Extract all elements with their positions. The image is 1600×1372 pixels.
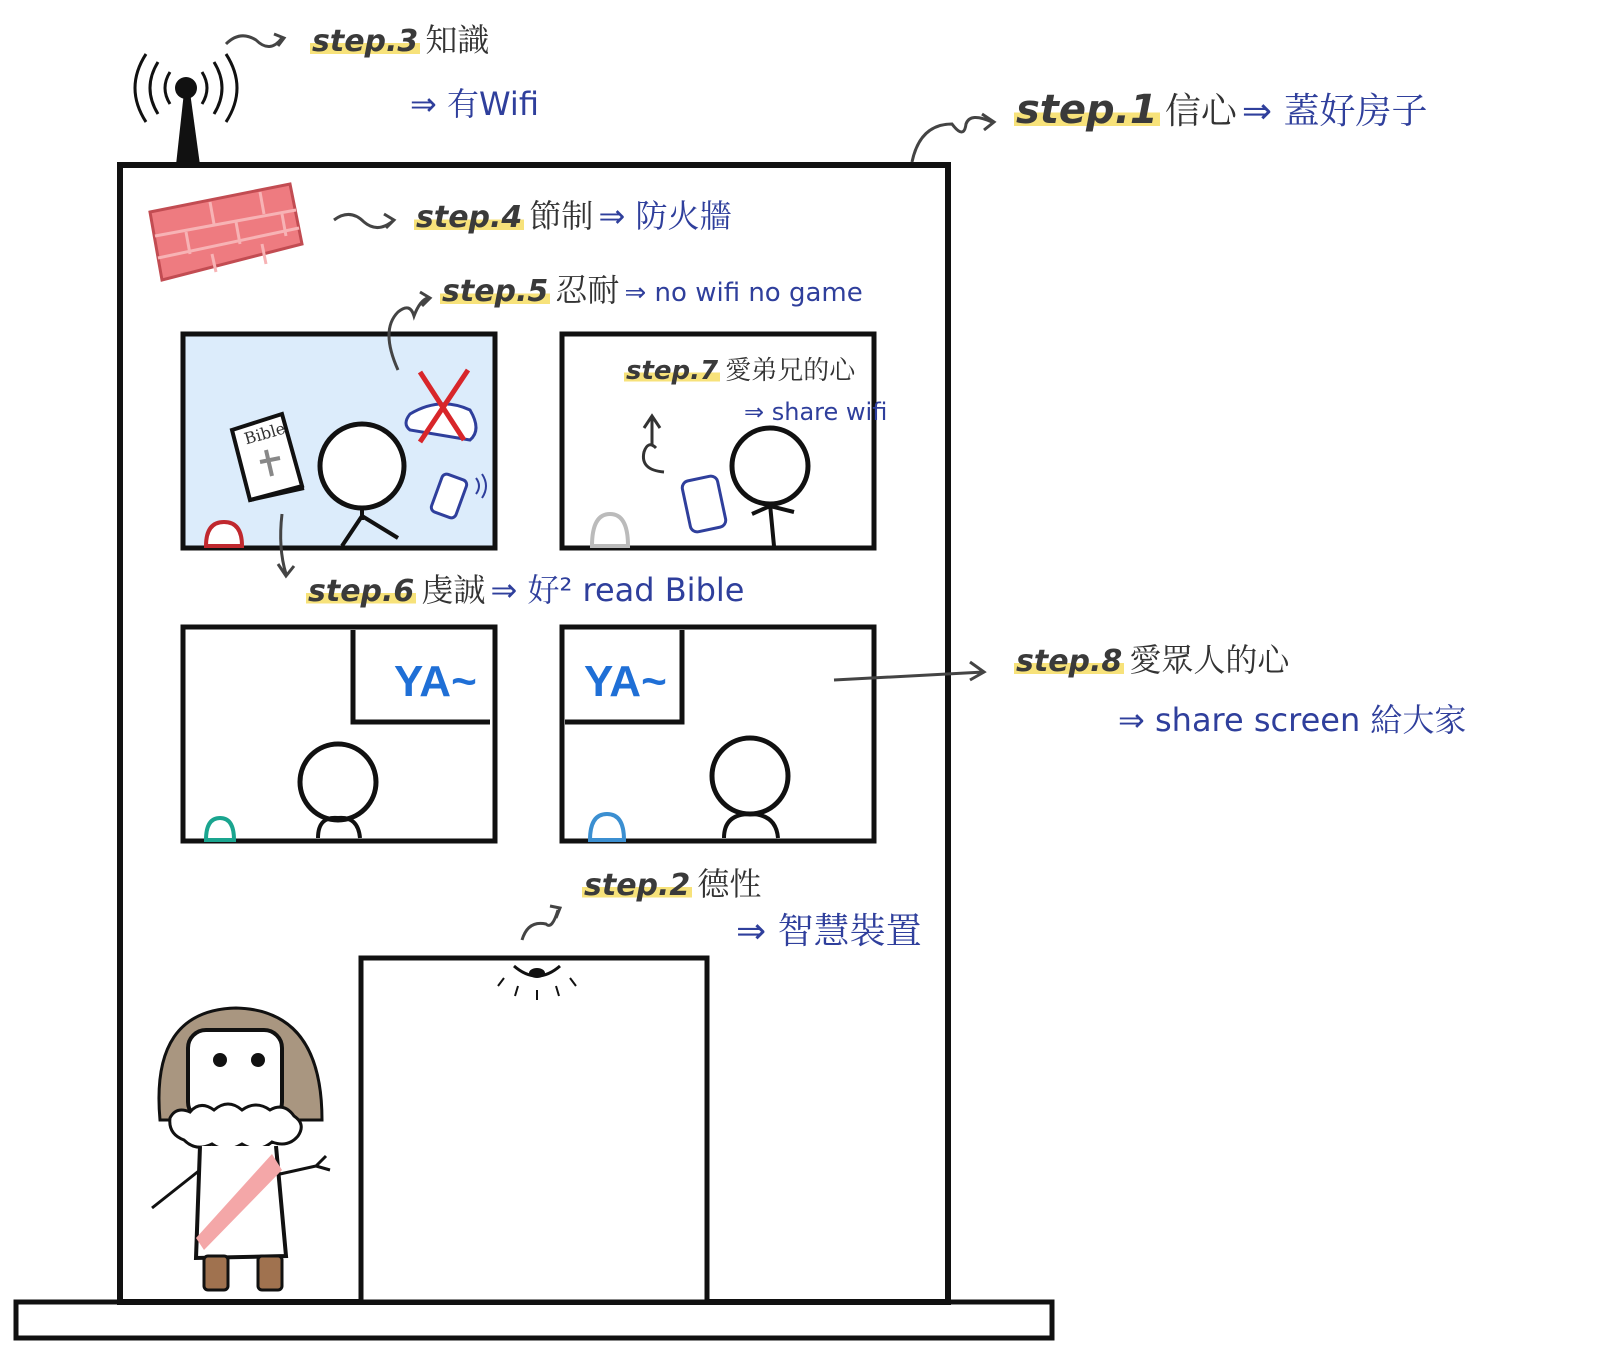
step6-virtue: 虔誠 — [421, 571, 486, 609]
red-helmet-icon — [206, 522, 242, 546]
step4-virtue: 節制 — [529, 197, 594, 235]
step1-result: ⇒ 蓋好房子 — [1241, 91, 1428, 132]
step7-result: ⇒ share wifi — [744, 398, 888, 426]
step3-label: step.3 — [312, 24, 419, 59]
arrow-step1 — [912, 114, 994, 162]
step3-result: ⇒ 有Wifi — [410, 85, 539, 123]
step1-label: step.1 — [1016, 87, 1158, 133]
grey-helmet-icon — [592, 514, 628, 546]
ground-slab — [16, 1302, 1052, 1338]
step7-label: step.7 — [626, 356, 719, 386]
step4-result: ⇒ 防火牆 — [598, 197, 732, 235]
step5-virtue: 忍耐 — [555, 271, 620, 309]
step2-virtue: 德性 — [697, 865, 762, 903]
teal-helmet-icon — [206, 818, 234, 840]
bible-label: Bible — [242, 418, 288, 449]
step2-result: ⇒ 智慧裝置 — [736, 911, 922, 952]
blue-helmet-icon — [590, 814, 624, 840]
step8-result: ⇒ share screen 給大家 — [1118, 701, 1467, 739]
step4-label: step.4 — [416, 200, 523, 235]
step5-result: ⇒ no wifi no game — [624, 278, 863, 308]
step8-virtue: 愛眾人的心 — [1129, 641, 1290, 679]
antenna-icon — [135, 54, 237, 165]
step6-result: ⇒ 好² read Bible — [490, 571, 745, 609]
step5-label: step.5 — [442, 274, 549, 309]
door — [361, 958, 707, 1302]
step6-label: step.6 — [308, 574, 415, 609]
step2-label: step.2 — [584, 868, 691, 903]
step8-label: step.8 — [1016, 644, 1123, 679]
screen-text-left: YA~ — [394, 657, 477, 706]
screen-text-right: YA~ — [584, 657, 667, 706]
step1-virtue: 信心 — [1164, 91, 1237, 132]
arrow-step3 — [226, 34, 284, 47]
step3-virtue: 知識 — [425, 21, 490, 59]
step7-virtue: 愛弟兄的心 — [725, 356, 856, 386]
